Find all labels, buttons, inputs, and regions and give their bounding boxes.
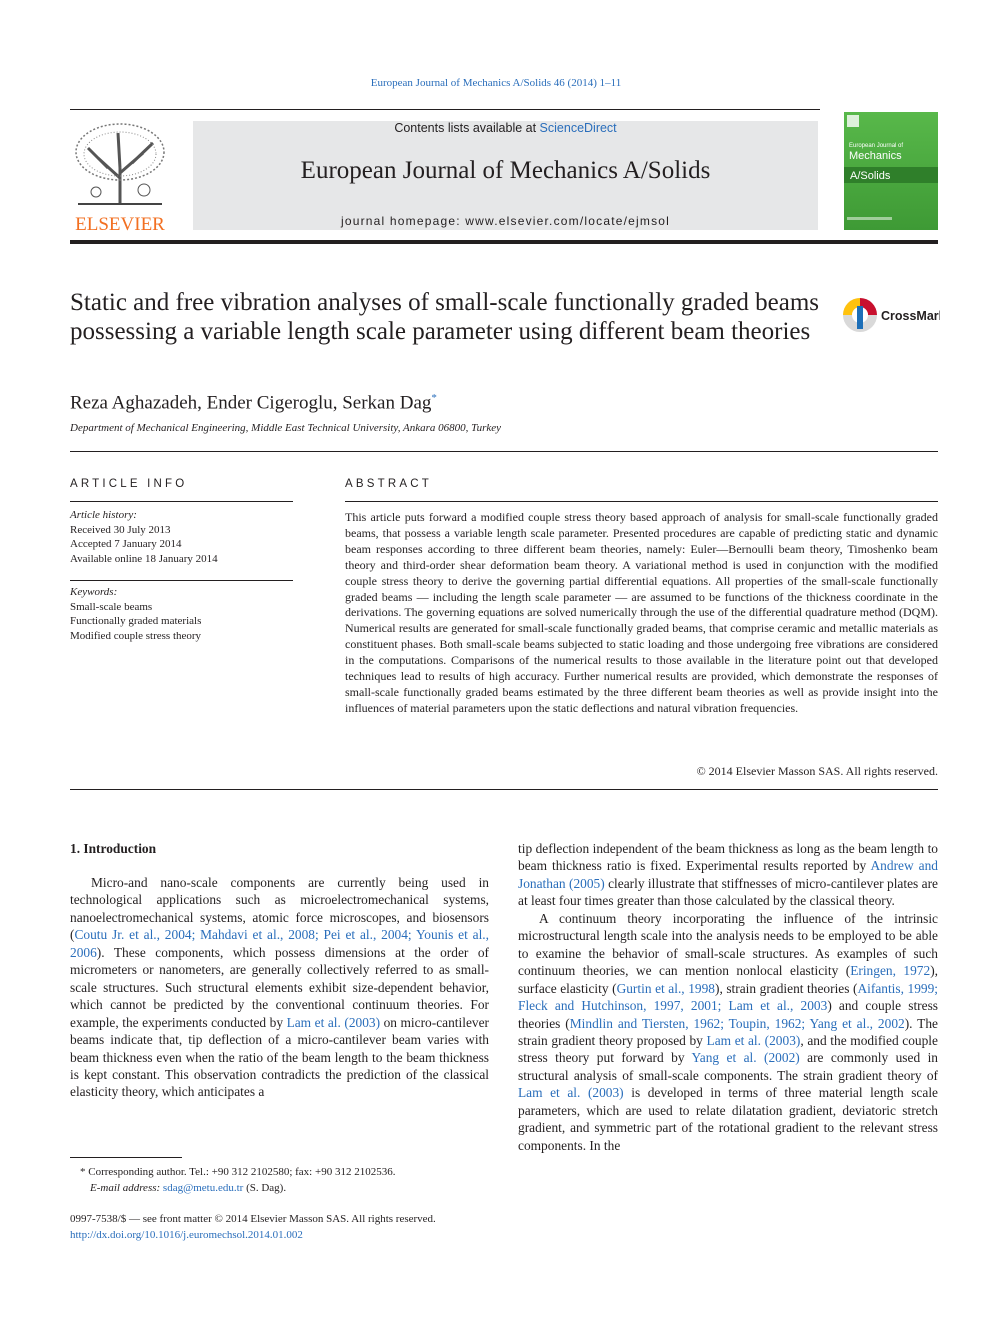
- history-label: Article history:: [70, 509, 137, 521]
- history-online: Available online 18 January 2014: [70, 552, 218, 565]
- elsevier-logo: [68, 118, 172, 234]
- section-rule: [70, 451, 938, 452]
- issn-line: 0997-7538/$ — see front matter © 2014 Elsevier Masson SAS. All rights reserved.: [70, 1213, 436, 1225]
- section-rule: [70, 789, 938, 790]
- journal-cover-icon: [844, 112, 938, 230]
- paragraph: Micro-and nano-scale components are currently being used in technological applications such as microelectromechanical systems, nanoelectromechanical systems, atomic force microscopes, and biosensors (Coutu Jr. et al., 2004; Mahdavi et al., 2008; Pei et al., 2004; Younis et al., 2006). These components, which possess dimensions at the order of micrometers or nanometers, are generally collectively referred to as small-scale structures. Such structural elements exhibit size-dependent behavior, which cannot be predicted by the conventional continuum theories. For example, the experiments conducted by Lam et al. (2003) on micro-cantilever beams indicate that, tip deflection of a micro-cantilever beam varies with beam thickness even when the ratio of the beam length to the beam thickness is kept constant. This observation contradicts the prediction of the classical elasticity theory, which anticipates a: [70, 875, 489, 1100]
- issn-block: [70, 1211, 436, 1243]
- affiliation: Department of Mechanical Engineering, Middle East Technical University, Ankara 06800, Turkey: [70, 422, 502, 434]
- sciencedirect-link[interactable]: ScienceDirect: [539, 121, 617, 135]
- footnote-email: E-mail address: sdag@metu.edu.tr (S. Dag).: [90, 1182, 287, 1194]
- paragraph: tip deflection independent of the beam thickness as long as the beam length to beam thickness ratio is fixed. Experimental results reported by Andrew and Jonathan (2005) clearly illustrate that stiffnesses of micro-cantilever plates are at least four times greater than those calculated by the classical theory.: [518, 841, 938, 909]
- article-info-heading: ARTICLE INFO: [70, 478, 188, 490]
- citation-link[interactable]: Mindlin and Tiersten, 1962; Toupin, 1962; Yang et al., 2002: [569, 1015, 905, 1031]
- author-names: Reza Aghazadeh, Ender Cigeroglu, Serkan Dag: [70, 392, 432, 414]
- journal-cover: [844, 112, 938, 230]
- cover-line3: A/Solids: [850, 170, 891, 182]
- paragraph: A continuum theory incorporating the influence of the intrinsic microstructural length scale into the analysis needs to be employed to be able to examine the behavior of small-scale structures. As examples of such continuum theories, we can mention nonlocal elasticity (Eringen, 1972), surface elasticity (Gurtin et al., 1998), strain gradient theories (Aifantis, 1999; Fleck and Hutchinson, 1997, 2001; Lam et al., 2003) and couple stress theories (Mindlin and Tiersten, 1962; Toupin, 1962; Yang et al., 2002). The strain gradient theory proposed by Lam et al. (2003), and the modified couple stress theory put forward by Yang et al. (2002) are commonly used in structural analysis of small-scale components. The strain gradient theory of Lam et al. (2003) is developed in terms of three material length scale parameters, which are used to relate dilatation gradient, deviatoric stretch gradient, and symmetric part of the rotational gradient to the relevant stress components. In the: [518, 910, 939, 1153]
- keywords: [70, 585, 201, 643]
- header-thick-rule: [70, 240, 938, 244]
- crossmark-badge[interactable]: [840, 295, 940, 335]
- info-rule: [70, 501, 293, 502]
- homepage-line: [193, 214, 818, 228]
- article-title: Static and free vibration analyses of small-scale functionally graded beams possessing a variable length scale parameter using different beam theories: [70, 289, 820, 345]
- citation-link[interactable]: Lam et al. (2003): [706, 1032, 801, 1048]
- doi-link[interactable]: http://dx.doi.org/10.1016/j.euromechsol.2014.01.002: [70, 1229, 303, 1241]
- journal-masthead: [193, 121, 818, 230]
- citation-link[interactable]: Lam et al. (2003): [518, 1085, 624, 1101]
- keyword-item: Small-scale beams: [70, 600, 153, 613]
- crossmark-label: CrossMark: [881, 309, 940, 323]
- corresponding-author-mark[interactable]: *: [431, 392, 437, 404]
- email-link[interactable]: sdag@metu.edu.tr: [162, 1182, 244, 1194]
- article-history: [70, 508, 218, 566]
- cover-line1: European Journal of: [849, 143, 904, 149]
- footnote-corresponding: * Corresponding author. Tel.: +90 312 2102580; fax: +90 312 2102536.: [80, 1166, 396, 1178]
- citation-link[interactable]: Gurtin et al., 1998: [616, 980, 715, 996]
- elsevier-tree-icon: [68, 118, 172, 234]
- abstract-text: This article puts forward a modified couple stress theory based approach of analysis for small-scale functionally graded beams, that possess a variable length scale parameter. Presented procedures are capable of predicting static and dynamic beam responses according to three different beam theories, namely: Euler—Bernoulli beam theory, Timoshenko beam theory and third-order shear deformation beam theory. A variational method is used in conjunction with the modified couple stress theory to derive the governing partial differential equations. All properties of the small-scale functionally graded beams — including the length scale parameter — are assumed to be functions of the thickness coordinate in the derivations. The governing equations are solved numerically through the use of the differential quadrature method (DQM). Numerical results are generated for small-scale functionally graded beams, that comprise ceramic and metallic materials as constituent phases. Both small-scale beams subjected to static loading and those undergoing free vibrations are considered in the computations. Comparisons of the numerical results to those available in the literature point out that developed techniques lead to results of high accuracy. Further numerical results are provided, which demonstrate the responses of small-scale functionally graded beams estimated by the three different beam theories as well as provide insight into the influences of material parameters upon the static deflections and natural vibration frequencies.: [345, 510, 938, 715]
- citation-link[interactable]: Lam et al. (2003): [286, 1014, 381, 1030]
- crossmark-icon: [840, 295, 940, 335]
- history-received: Received 30 July 2013: [70, 523, 171, 536]
- keywords-label: Keywords:: [70, 586, 118, 598]
- elsevier-wordmark: ELSEVIER: [75, 214, 165, 234]
- body-column-left: [70, 874, 489, 1101]
- contents-prefix: Contents lists available at: [394, 121, 540, 135]
- info-rule: [70, 580, 293, 581]
- citation-link[interactable]: Aifantis, 1999; Fleck and Hutchinson, 1997, 2001; Lam et al., 2003: [518, 980, 939, 1014]
- keyword-item: Functionally graded materials: [70, 615, 202, 627]
- footnote-mark: *: [80, 1166, 86, 1178]
- footnote-rule: [70, 1157, 182, 1158]
- abstract-heading: ABSTRACT: [345, 478, 432, 490]
- citation-link[interactable]: Coutu Jr. et al., 2004; Mahdavi et al., 2008; Pei et al., 2004; Younis et al., 2006: [70, 927, 489, 960]
- citation-link[interactable]: Yang et al. (2002): [691, 1050, 800, 1066]
- cover-line2: Mechanics: [849, 150, 902, 162]
- header-rule: [70, 109, 820, 110]
- citation-link[interactable]: Eringen, 1972: [850, 963, 931, 979]
- homepage-label: journal homepage:: [340, 214, 466, 228]
- section-heading: 1. Introduction: [70, 841, 157, 856]
- footnote: [70, 1164, 395, 1196]
- contents-line: [193, 121, 818, 135]
- author-list: [70, 392, 437, 414]
- history-accepted: Accepted 7 January 2014: [70, 538, 182, 550]
- journal-title: European Journal of Mechanics A/Solids: [300, 157, 711, 184]
- abstract-rule: [345, 501, 938, 502]
- homepage-link[interactable]: www.elsevier.com/locate/ejmsol: [465, 214, 671, 228]
- abstract-copyright: © 2014 Elsevier Masson SAS. All rights reserved.: [696, 764, 938, 778]
- keyword-item: Modified couple stress theory: [70, 629, 202, 642]
- journal-reference[interactable]: European Journal of Mechanics A/Solids 46 (2014) 1–11: [370, 77, 622, 89]
- citation-link[interactable]: Andrew and Jonathan (2005): [518, 858, 938, 891]
- body-column-right: [518, 840, 938, 1154]
